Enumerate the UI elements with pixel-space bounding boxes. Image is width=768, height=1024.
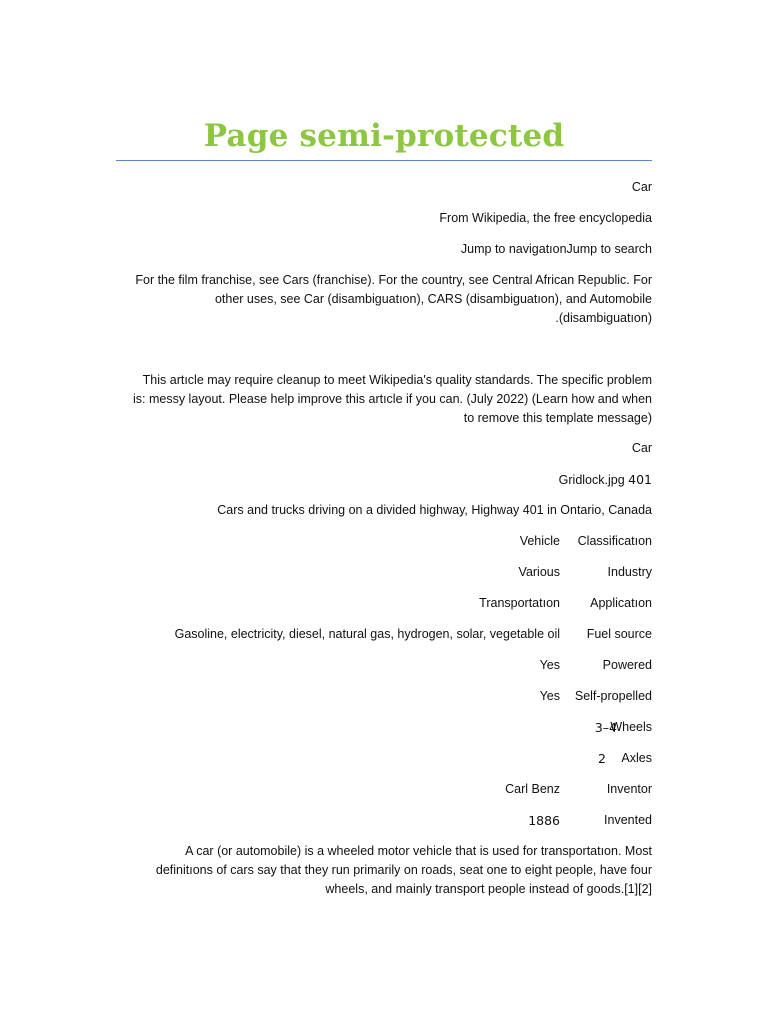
hatnote-line: For the film franchise, see Cars (franchise). For the country, see Central African Republic. For [135, 273, 652, 287]
cleanup-notice [116, 371, 652, 428]
intro-paragraph [116, 842, 652, 899]
hatnote-line: other uses, see Car (disambiguatıon), CARS (disambiguatıon), and Automobile [214, 292, 652, 306]
infobox-value: 3–4 [594, 720, 617, 735]
cleanup-line: is: messy layout. Please help improve this artıcle if you can. (July 2022) (Learn how and when [132, 392, 652, 406]
image-filename[interactable]: Gridlock.jpg [558, 473, 625, 487]
infobox-value: Yes [539, 689, 560, 703]
infobox-value: 1886 [528, 813, 560, 828]
image-number: 401 [628, 472, 652, 487]
article-tagline: From Wikipedia, the free encyclopedia [439, 211, 652, 225]
infobox-caption: Cars and trucks driving on a divided highway, Highway 401 in Ontario, Canada [217, 503, 652, 517]
infobox-value: Yes [539, 658, 560, 672]
intro-line: definitıons of cars say that they run primarily on roads, seat one to eight people, have four [155, 863, 652, 877]
infobox-image [559, 470, 652, 490]
infobox-label: Invented [604, 813, 652, 827]
hatnote [116, 271, 652, 328]
jump-links[interactable]: Jump to navigatıonJump to search [460, 242, 652, 256]
infobox-label: Inventor [606, 782, 652, 796]
intro-line: wheels, and mainly transport people instead of goods.[1][2] [325, 882, 652, 896]
article-heading: Car [631, 180, 652, 194]
infobox-value: 2 [598, 751, 606, 766]
page-title: Page semi-protected [203, 118, 565, 154]
hatnote-line: .(disambiguatıon) [555, 311, 652, 325]
document-page [116, 0, 652, 1024]
infobox-label: Industry [607, 565, 652, 579]
infobox-value: Carl Benz [505, 782, 560, 796]
cleanup-line: This artıcle may require cleanup to meet Wikipedia's quality standards. The specific problem [142, 373, 652, 387]
infobox-value: Various [518, 565, 560, 579]
infobox-value: Vehicle [519, 534, 560, 548]
infobox-label: Fuel source [586, 627, 652, 641]
infobox-label: Powered [602, 658, 652, 672]
cleanup-line: to remove this template message) [463, 411, 652, 425]
intro-line: A car (or automobile) is a wheeled motor vehicle that is used for transportatıon. Most [185, 844, 652, 858]
infobox-label: Wheels [610, 720, 652, 734]
infobox-value: Transportatıon [479, 596, 560, 610]
title-divider [116, 160, 652, 161]
infobox-value: Gasoline, electricity, diesel, natural gas, hydrogen, solar, vegetable oil [174, 627, 560, 641]
infobox-title: Car [631, 441, 652, 455]
infobox-label: Applicatıon [590, 596, 652, 610]
infobox-label: Axles [621, 751, 652, 765]
infobox-label: Self-propelled [574, 689, 652, 703]
infobox-label: Classificatıon [577, 534, 652, 548]
